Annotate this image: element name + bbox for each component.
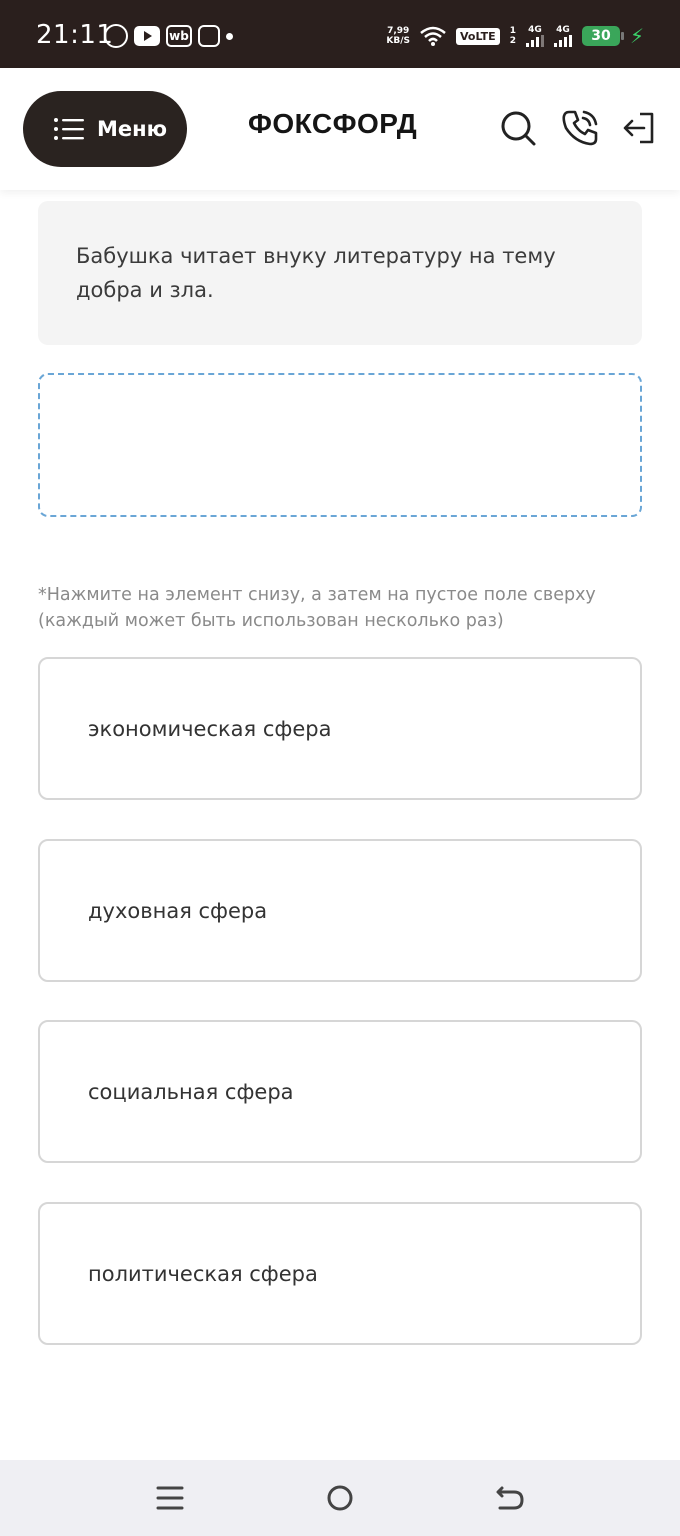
signal-2 bbox=[554, 25, 572, 47]
question-card bbox=[38, 201, 642, 345]
signal-1 bbox=[526, 25, 544, 47]
option-political-sphere[interactable] bbox=[38, 1202, 642, 1345]
status-icons-right bbox=[386, 22, 644, 50]
login-icon[interactable] bbox=[620, 108, 660, 148]
youtube-icon bbox=[134, 26, 160, 46]
menu-button[interactable] bbox=[23, 91, 187, 167]
sim2-label: 2 bbox=[509, 36, 516, 46]
status-icons-left bbox=[104, 22, 233, 50]
system-nav-bar bbox=[0, 1460, 680, 1536]
network-speed-value: 7,99 bbox=[387, 26, 410, 36]
phone-icon[interactable] bbox=[560, 108, 600, 148]
whatsapp-icon bbox=[104, 24, 128, 48]
nav-back-icon[interactable] bbox=[490, 1478, 530, 1518]
menu-icon bbox=[53, 117, 85, 141]
option-label: экономическая сфера bbox=[88, 716, 332, 741]
battery-icon bbox=[582, 26, 620, 46]
sim-indicator bbox=[510, 26, 516, 46]
signal-bars-icon bbox=[554, 35, 572, 47]
network-speed-unit: KB/S bbox=[386, 36, 410, 46]
instruction-hint: *Нажмите на элемент снизу, а затем на пустое поле сверху (каждый может быть использован несколько раз) bbox=[38, 585, 596, 631]
nav-menu-icon[interactable] bbox=[150, 1478, 190, 1518]
answer-dropzone[interactable] bbox=[38, 373, 642, 517]
question-text: Бабушка читает внуку литературу на тему добра и зла. bbox=[76, 244, 556, 302]
option-label: политическая сфера bbox=[88, 1261, 318, 1286]
wifi-icon bbox=[420, 26, 446, 46]
volte-badge: VoLTE bbox=[456, 28, 500, 45]
option-label: духовная сфера bbox=[88, 898, 268, 923]
status-time: 21:11 bbox=[36, 20, 114, 50]
sim1-label: 1 bbox=[509, 26, 516, 36]
option-spiritual-sphere[interactable] bbox=[38, 839, 642, 982]
gift-icon bbox=[198, 25, 220, 47]
app-header bbox=[0, 68, 680, 190]
wb-icon: wb bbox=[166, 25, 192, 47]
charging-icon: ⚡ bbox=[629, 24, 644, 48]
search-icon[interactable] bbox=[498, 108, 538, 148]
net2-label: 4G bbox=[556, 25, 570, 35]
logo[interactable]: ФОКСФОРД bbox=[248, 108, 418, 139]
option-label: социальная сфера bbox=[88, 1079, 294, 1104]
option-economic-sphere[interactable] bbox=[38, 657, 642, 800]
net1-label: 4G bbox=[528, 25, 542, 35]
signal-bars-icon bbox=[526, 35, 544, 47]
option-social-sphere[interactable] bbox=[38, 1020, 642, 1163]
notification-dot-icon bbox=[226, 33, 233, 40]
battery-level: 30 bbox=[591, 28, 611, 44]
network-speed bbox=[386, 26, 410, 46]
status-bar bbox=[0, 0, 680, 68]
menu-label: Меню bbox=[97, 117, 168, 141]
nav-home-icon[interactable] bbox=[320, 1478, 360, 1518]
